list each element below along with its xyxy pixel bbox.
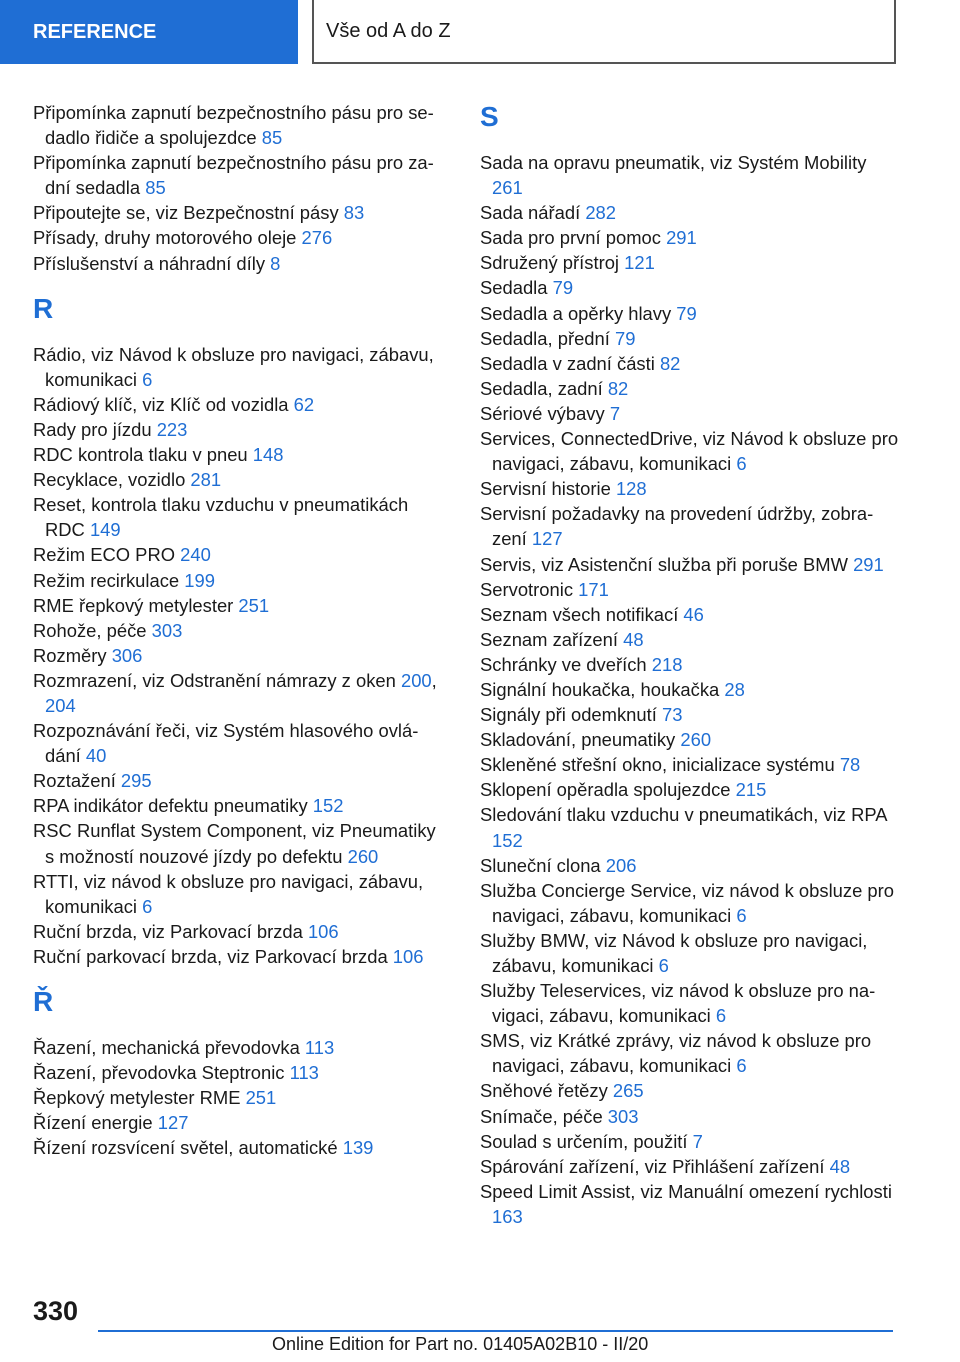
page-reference-link[interactable]: 7 <box>692 1130 703 1152</box>
index-entry <box>480 702 900 727</box>
page-reference-link[interactable]: 6 <box>736 904 747 926</box>
index-entry <box>480 853 900 878</box>
page-reference-link[interactable]: 28 <box>724 678 745 700</box>
index-entry <box>33 818 445 868</box>
index-entry-text: Seznam všech notifikací <box>480 603 684 625</box>
chapter-title: Vše od A do Z <box>312 0 896 64</box>
index-entry-text: Rohože, péče <box>33 619 152 641</box>
page-reference-link[interactable]: 200 <box>400 669 432 691</box>
index-entry <box>480 1104 900 1129</box>
index-entry-text: Služby BMW, viz Návod k obsluze pro navigaci, zábavu, komunikaci <box>480 929 868 976</box>
index-entry <box>480 1028 900 1078</box>
index-entry <box>33 768 445 793</box>
index-entry <box>33 919 445 944</box>
index-entry <box>33 467 445 492</box>
index-entry-text: RDC kontrola tlaku v pneu <box>33 444 253 466</box>
index-entry-text: Snímače, péče <box>480 1105 608 1127</box>
page-reference-link[interactable]: 303 <box>151 619 183 641</box>
page-reference-link[interactable]: 291 <box>853 553 884 575</box>
index-entry <box>480 777 900 802</box>
index-entry <box>480 250 900 275</box>
index-entry <box>33 944 445 969</box>
index-entry <box>480 677 900 702</box>
page-reference-link[interactable]: 7 <box>609 402 621 424</box>
index-entry-text: Sada nářadí <box>480 202 586 224</box>
index-entry-text: Signální houkačka, houkačka <box>480 678 725 700</box>
page-reference-link[interactable]: 106 <box>392 945 424 967</box>
page-reference-link[interactable]: 40 <box>85 745 107 767</box>
index-entry-text: Řízení rozsvícení světel, automatické <box>33 1137 343 1159</box>
index-entry-text: Signály při odemknutí <box>480 704 662 726</box>
index-entry-text: Servis, viz Asistenční služba při poruše BMW <box>480 553 854 575</box>
page-reference-link[interactable]: 291 <box>666 227 697 249</box>
index-entry-text: Sedadla, přední <box>480 327 615 349</box>
index-entry <box>480 602 900 627</box>
index-entry-text: Sériové výbavy <box>480 402 610 424</box>
index-entry-text: Skleněné střešní okno, inicializace systému <box>480 754 840 776</box>
index-entry <box>480 802 900 852</box>
page-reference-link[interactable]: 152 <box>312 795 344 817</box>
index-entry <box>480 501 900 551</box>
index-entry <box>33 200 445 225</box>
index-entry-text: RME řepkový metylester <box>33 594 239 616</box>
index-entry <box>480 752 900 777</box>
index-entry-text: Servisní požadavky na provedení údržby, zobrazení <box>480 503 874 550</box>
page-reference-link[interactable]: 113 <box>289 1062 319 1084</box>
page-reference-link[interactable]: 251 <box>238 594 270 616</box>
index-entry-text: Servotronic <box>480 578 579 600</box>
index-entry-text: Services, ConnectedDrive, viz Návod k obsluze pro navigaci, zábavu, komunikaci <box>480 428 899 475</box>
index-entry <box>33 417 445 442</box>
page-reference-link[interactable]: 260 <box>347 845 379 867</box>
index-entry-text: Recyklace, vozidlo <box>33 469 191 491</box>
index-entry <box>480 552 900 577</box>
index-entry <box>480 1078 900 1103</box>
index-letter-heading: S <box>480 101 499 132</box>
index-entry-text: Sedadla v zadní části <box>480 352 660 374</box>
page-reference-link[interactable]: 306 <box>111 644 143 666</box>
page-reference-link[interactable]: 260 <box>680 729 712 751</box>
page-reference-link[interactable]: 127 <box>157 1112 189 1134</box>
index-entry <box>480 376 900 401</box>
index-entry <box>480 225 900 250</box>
index-entry-text: Speed Limit Assist, viz Manuální omezení rychlosti <box>480 1180 892 1202</box>
index-entry <box>480 326 900 351</box>
index-entry-text: RPA indikátor defektu pneumatiky <box>33 795 313 817</box>
page-reference-link[interactable]: 82 <box>607 377 629 399</box>
footer-divider <box>98 1330 893 1332</box>
index-entry <box>33 251 445 276</box>
page-reference-link[interactable]: 6 <box>142 368 153 390</box>
index-entry <box>33 392 445 417</box>
index-entry-text: Sada pro první pomoc <box>480 227 667 249</box>
page-reference-link[interactable]: 85 <box>145 177 166 199</box>
index-entry-text: Řazení, mechanická převodovka <box>33 1037 305 1058</box>
page-reference-link[interactable]: 251 <box>245 1087 277 1109</box>
page-reference-link[interactable]: 206 <box>605 854 637 876</box>
index-entry <box>33 793 445 818</box>
index-entry-text: Řepkový metylester RME <box>33 1087 246 1109</box>
index-column-left <box>33 100 445 1160</box>
page-reference-link[interactable]: 121 <box>624 252 655 274</box>
index-entry <box>480 426 900 476</box>
page-reference-link[interactable]: 215 <box>735 779 767 801</box>
index-entry <box>33 593 445 618</box>
page-reference-link[interactable]: 82 <box>659 352 681 374</box>
index-entry-text: Rádio, viz Návod k obsluze pro navigaci, zábavu, komunikaci <box>33 343 434 390</box>
page-reference-link[interactable]: 303 <box>607 1105 639 1127</box>
index-entry-text: Sdružený přístroj <box>480 252 625 274</box>
index-entry-text: Režim recirkulace <box>33 569 185 591</box>
index-entry-text: Seznam zařízení <box>480 628 624 650</box>
edition-note: Online Edition for Part no. 01405A02B10 - II/20 <box>272 1334 649 1354</box>
index-entry <box>480 1179 900 1229</box>
index-entry-text: Reset, kontrola tlaku vzduchu v pneumatikách RDC <box>33 494 409 541</box>
section-tab: REFERENCE <box>0 0 298 64</box>
index-entry-text: Sedadla a opěrky hlavy <box>480 302 677 324</box>
page-reference-link[interactable]: 240 <box>180 544 211 566</box>
index-entry <box>33 1135 445 1160</box>
page-reference-link[interactable]: 127 <box>531 528 563 550</box>
index-entry <box>480 351 900 376</box>
index-entry-text: Připoutejte se, viz Bezpečnostní pásy <box>33 202 344 224</box>
index-entry-text: Služby Teleservices, viz návod k obsluze pro navigaci, zábavu, komunikaci <box>480 980 876 1027</box>
page-reference-link[interactable]: 6 <box>715 1005 727 1027</box>
page-header <box>0 0 960 66</box>
page-reference-link[interactable]: 113 <box>304 1037 335 1058</box>
index-entry-text: RSC Runflat System Component, viz Pneumatiky s možností nouzové jízdy po defektu <box>33 820 436 867</box>
page-reference-link[interactable]: 276 <box>301 227 333 249</box>
index-entry-text: Spárování zařízení, viz Přihlášení zařízení <box>480 1155 830 1177</box>
page-reference-link[interactable]: 46 <box>683 603 704 625</box>
page-reference-link[interactable]: 282 <box>585 202 617 224</box>
index-entry-text: Skladování, pneumatiky <box>480 729 681 751</box>
index-entry-text: Schránky ve dveřích <box>480 653 652 675</box>
index-entry <box>33 1060 445 1085</box>
index-entry-text: Sklopení opěradla spolujezdce <box>480 779 736 801</box>
index-entry <box>33 225 445 250</box>
index-entry-text: Přísady, druhy motorového oleje <box>33 227 302 249</box>
index-entry <box>480 301 900 326</box>
page-number: 330 <box>33 1296 79 1326</box>
index-entry <box>480 275 900 300</box>
page-reference-link[interactable]: 148 <box>252 444 284 466</box>
index-entry <box>480 727 900 752</box>
index-entry-text: Sledování tlaku vzduchu v pneumatikách, viz RPA <box>480 804 887 826</box>
index-entry <box>480 652 900 677</box>
page-reference-link[interactable]: 128 <box>615 478 647 500</box>
index-entry-text: Ruční parkovací brzda, viz Parkovací brzda <box>33 945 393 967</box>
index-entry-text: Řazení, převodovka Steptronic <box>33 1062 290 1084</box>
index-entry <box>33 568 445 593</box>
page-reference-link[interactable]: 48 <box>623 628 644 650</box>
index-entry <box>33 1035 445 1060</box>
index-entry-text: Připomínka zapnutí bezpečnostního pásu pro zadní sedadla <box>33 152 434 199</box>
index-entry-text: Soulad s určením, použití <box>480 1130 693 1152</box>
index-entry-text: Sněhové řetězy <box>480 1080 613 1102</box>
index-entry <box>33 492 445 542</box>
index-entry-text: Rady pro jízdu <box>33 418 157 440</box>
page-reference-link[interactable]: 6 <box>142 895 153 917</box>
index-entry-text: Sada na opravu pneumatik, viz Systém Mobility <box>480 152 867 173</box>
index-entry-text: Sedadla, zadní <box>480 377 608 399</box>
index-entry-text: Rozpoznávání řeči, viz Systém hlasového ovládání <box>33 720 419 767</box>
index-entry <box>33 442 445 467</box>
page-reference-link[interactable]: 78 <box>839 754 861 776</box>
page-reference-link[interactable]: 281 <box>190 469 222 491</box>
index-entry-text: Příslušenství a náhradní díly <box>33 252 271 274</box>
index-entry <box>33 643 445 668</box>
page-reference-link[interactable]: 152 <box>492 829 523 851</box>
index-entry-text: Rozmrazení, viz Odstranění námrazy z oken <box>33 669 401 691</box>
page-reference-link[interactable]: 149 <box>89 519 121 541</box>
page-reference-link[interactable]: 106 <box>307 920 339 942</box>
index-entry <box>480 878 900 928</box>
index-entry-text: Rozměry <box>33 644 112 666</box>
index-entry <box>480 1154 900 1179</box>
page-reference-link[interactable]: 62 <box>293 393 315 415</box>
index-entry-text: Řízení energie <box>33 1112 158 1134</box>
index-entry <box>480 577 900 602</box>
index-entry <box>480 1129 900 1154</box>
index-entry-text: Servisní historie <box>480 478 616 500</box>
index-entry <box>480 978 900 1028</box>
index-entry <box>33 150 445 200</box>
page-reference-link[interactable]: 6 <box>736 453 747 475</box>
page-reference-link[interactable]: 265 <box>612 1080 644 1102</box>
page-reference-link[interactable]: 199 <box>184 569 215 591</box>
index-column-right <box>480 100 900 1229</box>
index-entry <box>480 401 900 426</box>
index-entry-text: Roztažení <box>33 770 121 792</box>
page-reference-link[interactable]: 6 <box>736 1055 747 1077</box>
page-reference-link[interactable]: 171 <box>578 578 609 600</box>
page-reference-link[interactable]: 73 <box>661 704 683 726</box>
index-entry-text: Připomínka zapnutí bezpečnostního pásu pro sedadlo řidiče a spolujezdce <box>33 102 434 149</box>
page-reference-link[interactable]: 6 <box>658 955 669 976</box>
index-entry <box>33 342 445 392</box>
index-letter-heading: Ř <box>33 986 54 1017</box>
index-entry-text: Režim ECO PRO <box>33 544 181 566</box>
page-reference-link[interactable]: 163 <box>492 1205 523 1227</box>
index-entry <box>33 869 445 919</box>
index-entry-text: Sluneční clona <box>480 854 606 876</box>
page-reference-link[interactable]: 79 <box>614 327 636 349</box>
index-entry <box>33 1085 445 1110</box>
index-entry-text: Rádiový klíč, viz Klíč od vozidla <box>33 393 294 415</box>
index-entry-text: SMS, viz Krátké zprávy, viz návod k obsluze pro navigaci, zábavu, komunikaci <box>480 1030 872 1077</box>
page-separator: , <box>431 669 437 691</box>
page-reference-link[interactable]: 261 <box>492 177 523 199</box>
index-entry <box>480 150 900 200</box>
index-entry <box>33 618 445 643</box>
index-entry-text: Služba Concierge Service, viz návod k obsluze pro navigaci, zábavu, komunikaci <box>480 879 895 926</box>
index-entry <box>33 100 445 150</box>
page-reference-link[interactable]: 8 <box>270 252 281 274</box>
index-entry <box>33 718 445 768</box>
page-reference-link[interactable]: 79 <box>676 302 697 324</box>
page-reference-link[interactable]: 139 <box>342 1137 374 1159</box>
index-entry-text: Ruční brzda, viz Parkovací brzda <box>33 920 308 942</box>
index-entry <box>480 200 900 225</box>
index-entry <box>33 1110 445 1135</box>
page-reference-link[interactable]: 295 <box>120 770 152 792</box>
index-entry-text: RTTI, viz návod k obsluze pro navigaci, zábavu, komunikaci <box>33 870 424 917</box>
index-entry-text: Sedadla <box>480 277 553 299</box>
index-letter-heading: R <box>33 292 54 324</box>
page-reference-link[interactable]: 223 <box>156 418 188 440</box>
page-reference-link[interactable]: 204 <box>45 694 76 716</box>
index-entry <box>480 476 900 501</box>
index-entry <box>33 542 445 567</box>
index-entry <box>480 928 900 978</box>
page-reference-link[interactable]: 83 <box>343 202 365 224</box>
page-reference-link[interactable]: 79 <box>552 277 574 299</box>
page-reference-link[interactable]: 48 <box>829 1155 851 1177</box>
index-entry <box>33 668 445 718</box>
page-reference-link[interactable]: 85 <box>261 127 283 149</box>
index-entry <box>480 627 900 652</box>
page-reference-link[interactable]: 218 <box>651 653 683 675</box>
